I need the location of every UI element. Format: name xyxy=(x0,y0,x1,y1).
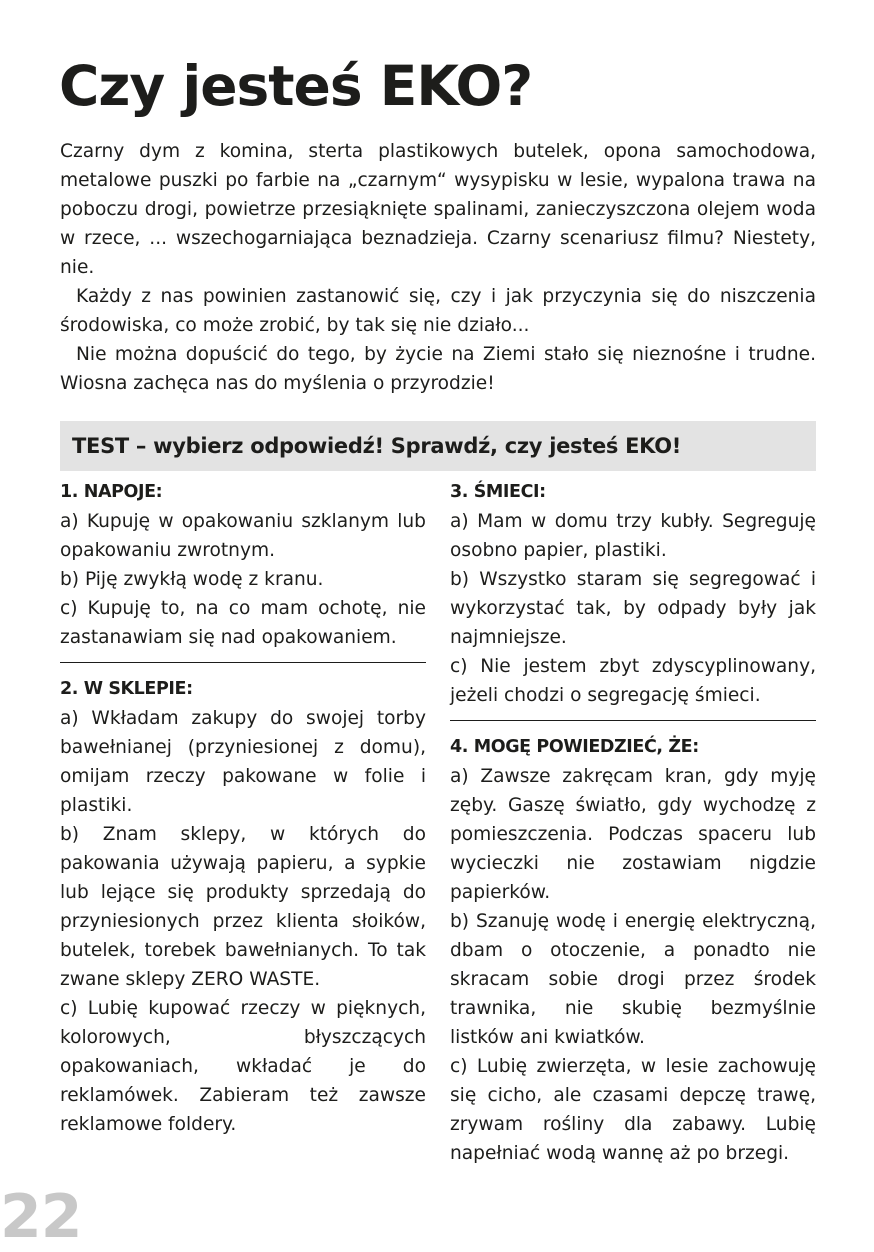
answer-option: c) Kupuję to, na co mam ochotę, nie zastanawiam się nad opakowaniem. xyxy=(60,598,426,648)
answer-option: c) Nie jestem zbyt zdyscyplinowany, jeżeli chodzi o segregację śmieci. xyxy=(450,656,816,706)
answer-option: a) Kupuję w opakowaniu szklanym lub opakowaniu zwrotnym. xyxy=(60,511,426,561)
question-w-sklepie xyxy=(60,675,426,1139)
test-banner xyxy=(60,421,816,471)
question-smieci xyxy=(450,478,816,710)
question-napoje xyxy=(60,478,426,652)
right-column xyxy=(450,478,816,1168)
answer-option: c) Lubię zwierzęta, w lesie zachowuję się cicho, ale czasami depczę trawę, zrywam rośliny dla zabawy. Lubię napełniać wodą wannę aż po brzegi. xyxy=(450,1056,816,1164)
answer-option: a) Wkładam zakupy do swojej torby bawełnianej (przyniesionej z domu), omijam rzeczy pakowane w folie i plastiki. xyxy=(60,708,426,816)
question-title: 4. MOGĘ POWIEDZIEĆ, ŻE: xyxy=(450,737,699,757)
intro-text xyxy=(60,137,816,398)
question-title: 3. ŚMIECI: xyxy=(450,482,546,502)
answer-option: c) Lubię kupować rzeczy w pięknych, kolorowych, błyszczących opakowaniach, wkładać je do reklamówek. Zabieram też zawsze reklamowe foldery. xyxy=(60,998,426,1135)
divider xyxy=(60,662,426,663)
answer-option: b) Wszystko staram się segregować i wykorzystać tak, by odpady były jak najmniejsze. xyxy=(450,569,816,648)
intro-paragraph: Nie można dopuścić do tego, by życie na Ziemi stało się nieznośne i trudne. Wiosna zachęca nas do myślenia o przyrodzie! xyxy=(60,344,816,394)
question-title: 1. NAPOJE: xyxy=(60,482,163,502)
answer-option: b) Szanuję wodę i energię elektryczną, dbam o otoczenie, a ponadto nie skracam sobie drogi przez środek trawnika, nie skubię bezmyślnie listków ani kwiatków. xyxy=(450,911,816,1048)
intro-paragraph: Czarny dym z komina, sterta plastikowych butelek, opona samochodowa, metalowe puszki po farbie na „czarnym“ wysypisku w lesie, wypalona trawa na poboczu drogi, powietrze przesiąknięte spalinami, zanieczyszczona olejem woda w rzece, ... wszechogarniająca beznadzieja. Czarny scenariusz filmu? Niestety, nie. xyxy=(60,141,816,278)
test-banner-title: TEST – wybierz odpowiedź! Sprawdź, czy jesteś EKO! xyxy=(72,434,682,458)
answer-option: a) Zawsze zakręcam kran, gdy myję zęby. Gaszę światło, gdy wychodzę z pomieszczenia. Podczas spaceru lub wycieczki nie zostawiam nigdzie papierków. xyxy=(450,766,816,903)
answer-option: b) Piję zwykłą wodę z kranu. xyxy=(60,569,324,590)
question-title: 2. W SKLEPIE: xyxy=(60,679,193,699)
answer-option: a) Mam w domu trzy kubły. Segreguję osobno papier, plastiki. xyxy=(450,511,816,561)
divider xyxy=(450,720,816,721)
answer-option: b) Znam sklepy, w których do pakowania używają papieru, a sypkie lub lejące się produkty sprzedają do przyniesionych przez klienta słoików, butelek, torebek bawełnianych. To tak zwane sklepy ZERO WASTE. xyxy=(60,824,426,990)
page-number: 22 xyxy=(0,1182,82,1252)
left-column xyxy=(60,478,426,1139)
page-title: Czy jesteś EKO? xyxy=(59,54,533,118)
question-moge-powiedziec xyxy=(450,733,816,1168)
intro-paragraph: Każdy z nas powinien zastanowić się, czy i jak przyczynia się do niszczenia środowiska, co może zrobić, by tak się nie działo... xyxy=(60,286,816,336)
